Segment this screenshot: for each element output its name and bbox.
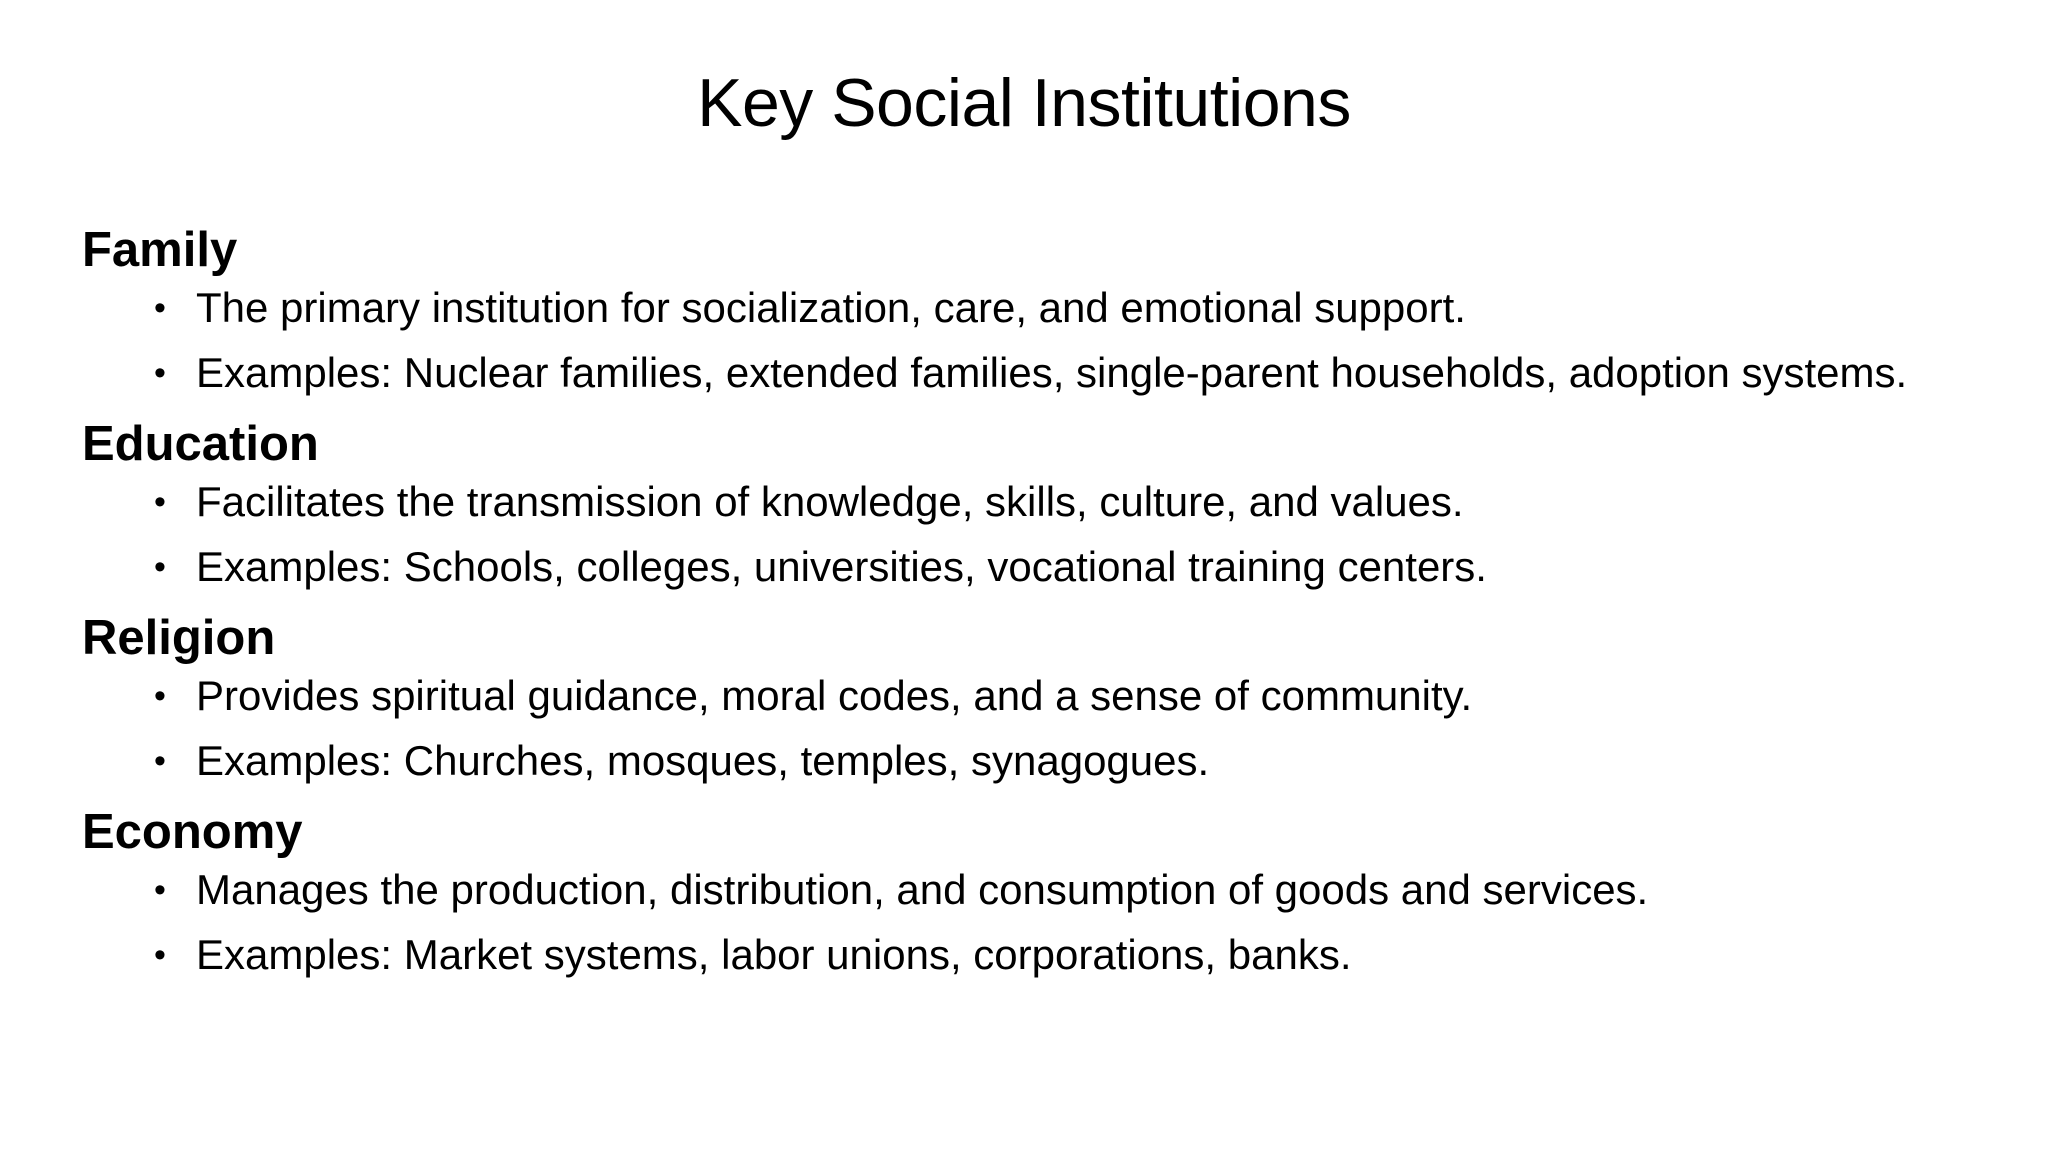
bullet-text: Provides spiritual guidance, moral codes, and a sense of community. (196, 672, 1473, 719)
bullet-text: Examples: Churches, mosques, temples, synagogues. (196, 737, 1210, 784)
section-heading: Economy (82, 805, 303, 859)
bullet-icon: • (154, 354, 166, 392)
bullet-icon: • (154, 483, 166, 521)
bullet-item (82, 735, 1962, 787)
bullet-item (82, 541, 1962, 593)
section-education (82, 412, 1962, 593)
bullet-text: Examples: Nuclear families, extended families, single-parent households, adoption systems. (196, 349, 1908, 396)
bullet-list (82, 670, 1962, 787)
section-heading: Education (82, 417, 319, 471)
bullet-item (82, 864, 1962, 916)
bullet-text: The primary institution for socialization, care, and emotional support. (196, 284, 1466, 331)
bullet-text: Examples: Market systems, labor unions, corporations, banks. (196, 931, 1352, 978)
section-heading: Family (82, 223, 238, 277)
section-economy (82, 800, 1962, 981)
section-family (82, 218, 1962, 399)
section-heading: Religion (82, 611, 276, 665)
bullet-item (82, 670, 1962, 722)
bullet-icon: • (154, 871, 166, 909)
bullet-text: Manages the production, distribution, and consumption of goods and services. (196, 866, 1649, 913)
bullet-icon: • (154, 548, 166, 586)
bullet-text: Facilitates the transmission of knowledge, skills, culture, and values. (196, 478, 1464, 525)
bullet-text: Examples: Schools, colleges, universities, vocational training centers. (196, 543, 1487, 590)
bullet-item (82, 347, 1962, 399)
bullet-icon: • (154, 742, 166, 780)
section-religion (82, 606, 1962, 787)
bullet-list (82, 282, 1962, 399)
slide-title: Key Social Institutions (697, 65, 1351, 141)
bullet-list (82, 864, 1962, 981)
bullet-icon: • (154, 936, 166, 974)
bullet-list (82, 476, 1962, 593)
bullet-item (82, 929, 1962, 981)
bullet-item (82, 282, 1962, 334)
bullet-icon: • (154, 289, 166, 327)
bullet-item (82, 476, 1962, 528)
slide-content (82, 218, 1962, 994)
bullet-icon: • (154, 677, 166, 715)
